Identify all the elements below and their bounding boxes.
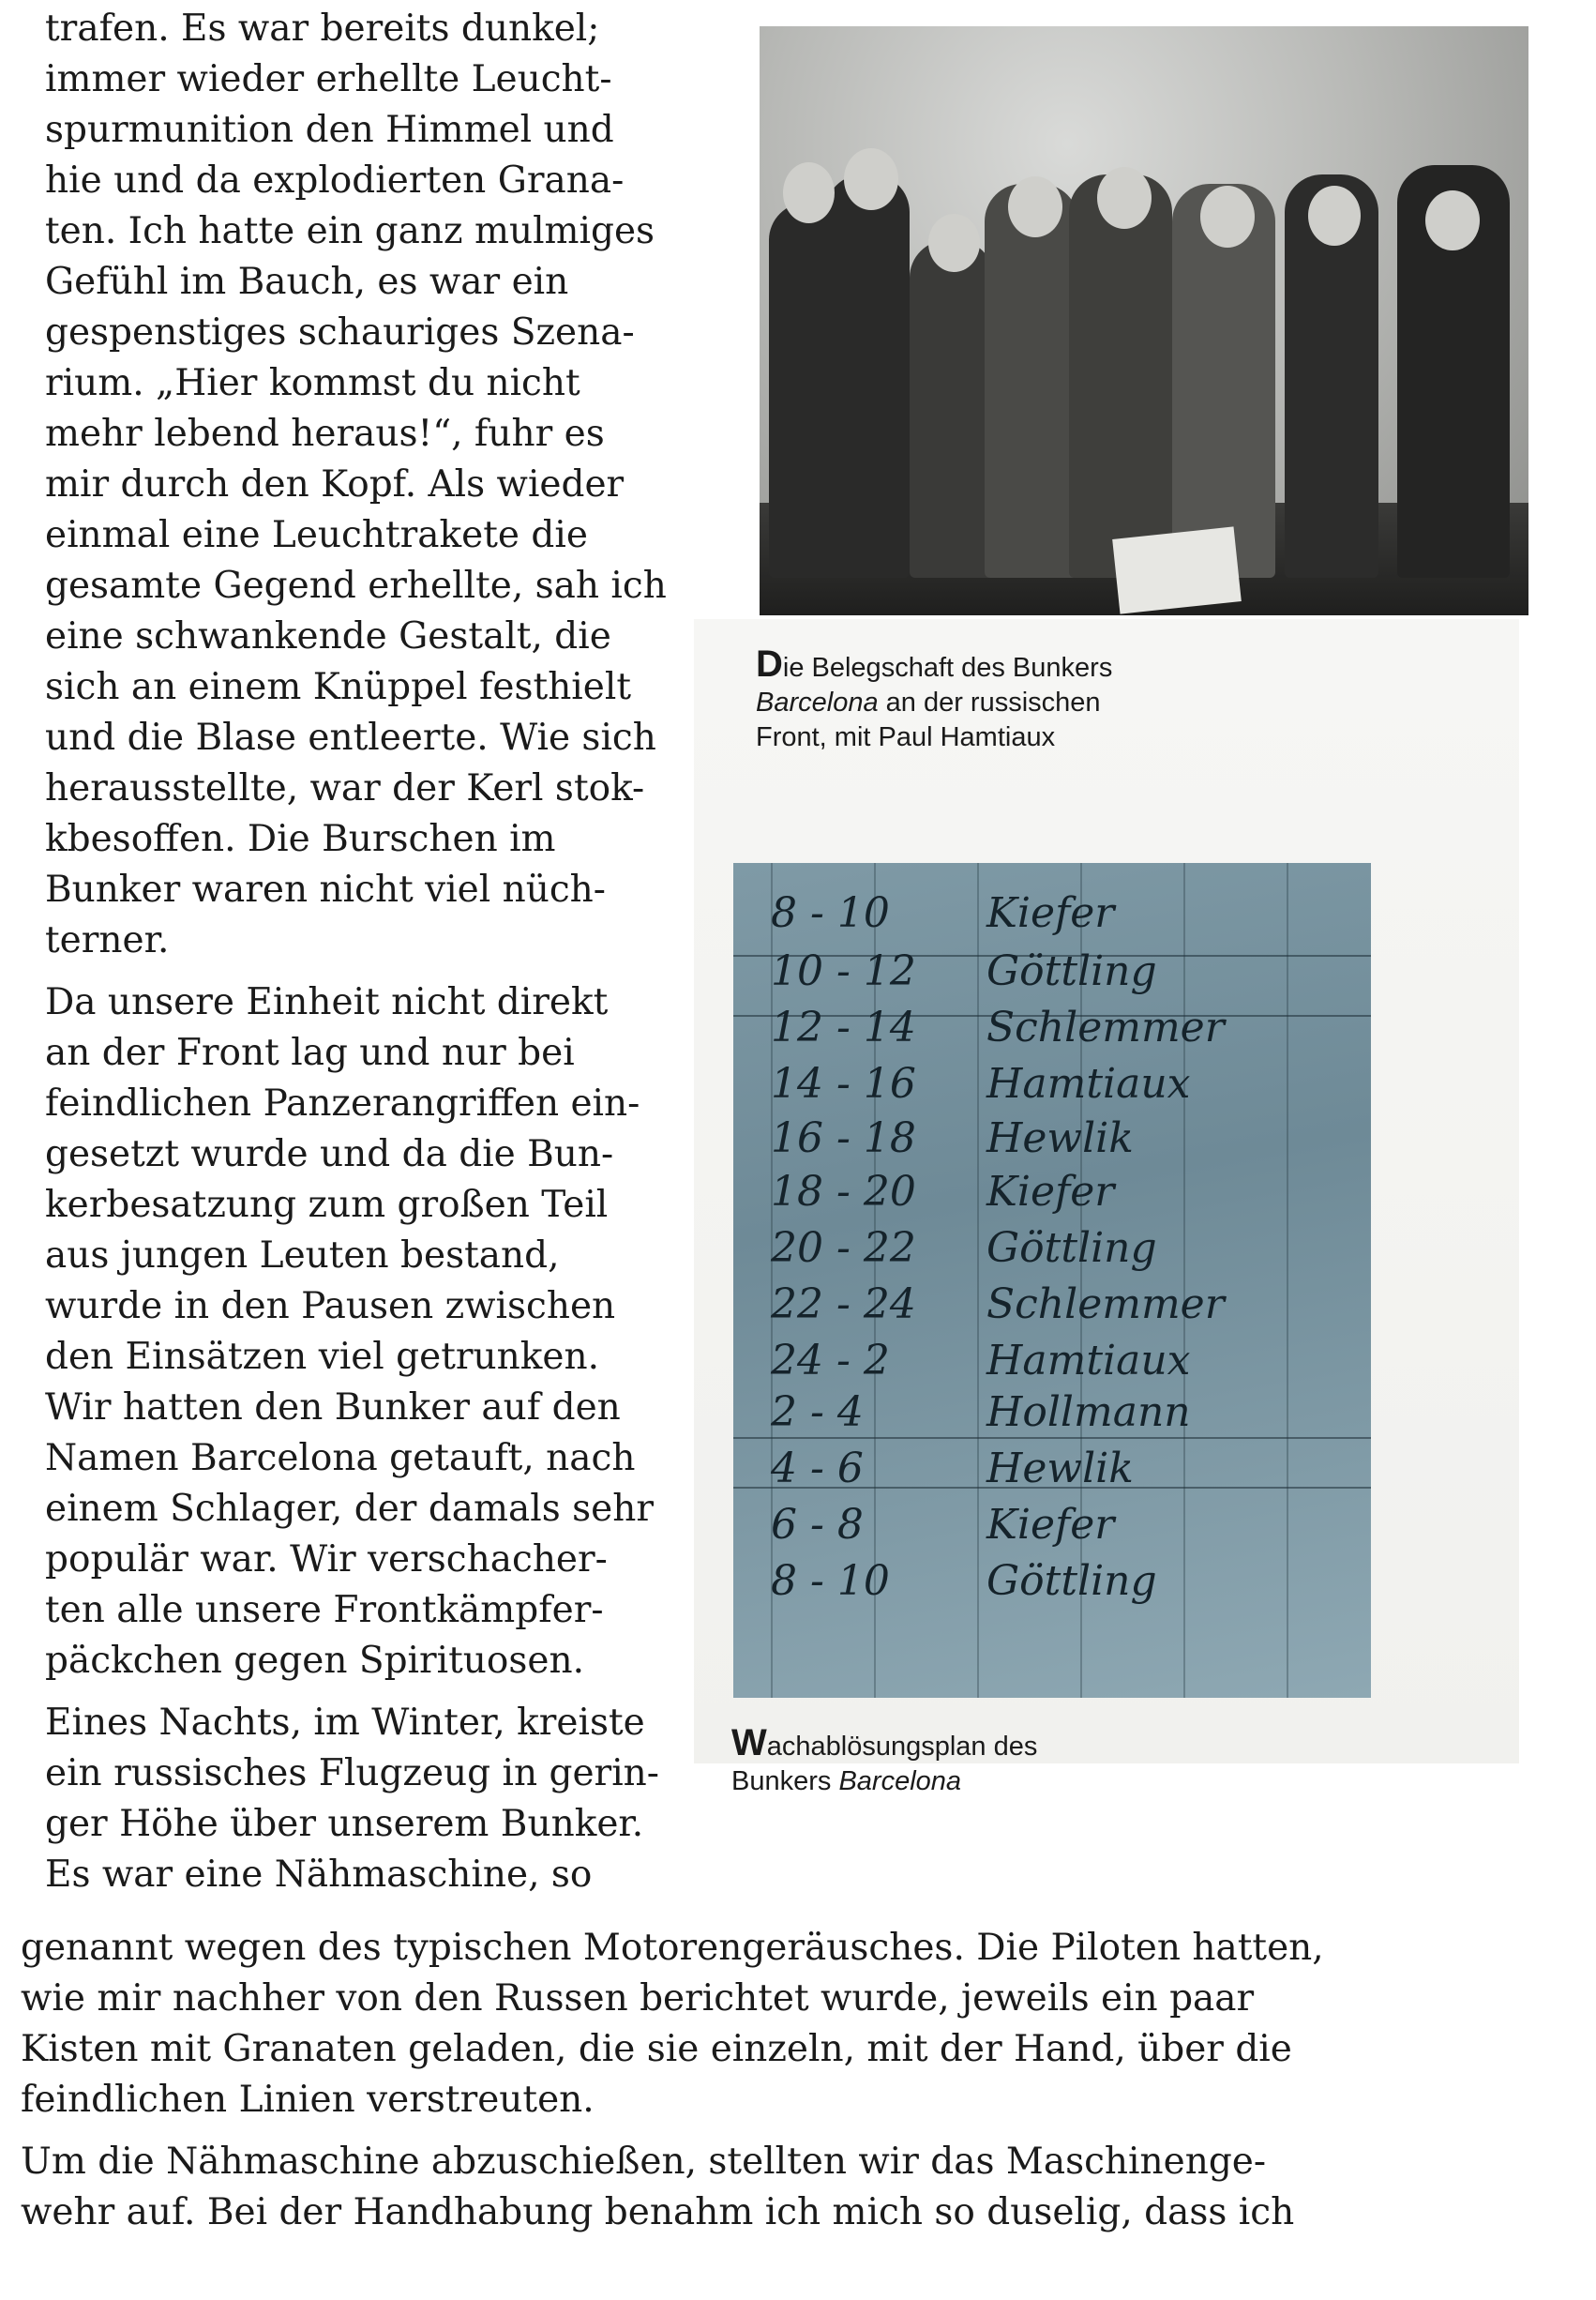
text-line: immer wieder erhellte Leucht- <box>45 58 612 100</box>
schedule-name: Kiefer <box>986 889 1115 937</box>
schedule-name: Hamtiaux <box>986 1060 1191 1108</box>
photo-head <box>783 162 835 223</box>
text-line: trafen. Es war bereits dunkel; <box>45 8 600 50</box>
schedule-name: Göttling <box>986 1557 1157 1605</box>
caption-text: Front, mit Paul Hamtiaux <box>756 722 1056 752</box>
text-line: päckchen gegen Spirituosen. <box>45 1640 585 1682</box>
text-line: mehr lebend heraus!“, fuhr es <box>45 413 605 455</box>
schedule-row <box>771 1445 1352 1492</box>
photo-head <box>844 148 898 210</box>
text-line: Es war eine Nähmaschine, so <box>45 1854 593 1896</box>
schedule-row <box>771 1280 1352 1328</box>
text-line: wie mir nachher von den Russen berichtet wurde, jeweils ein paar <box>21 1977 1255 2020</box>
full-width-text <box>21 1923 1352 2249</box>
schedule-caption <box>731 1722 1219 1799</box>
schedule-time: 6 - 8 <box>771 1501 864 1549</box>
text-line: feindlichen Linien verstreuten. <box>21 2079 595 2121</box>
text-line: wehr auf. Bei der Handhabung benahm ich mich so duselig, dass ich <box>21 2191 1295 2233</box>
caption-text: an der russischen <box>878 688 1101 718</box>
paragraph <box>45 977 671 1687</box>
schedule-row <box>771 1114 1352 1162</box>
schedule-time: 16 - 18 <box>771 1114 916 1162</box>
schedule-time: 8 - 10 <box>771 1557 890 1605</box>
text-line: gesamte Gegend erhellte, sah ich <box>45 565 667 607</box>
text-line: mir durch den Kopf. Als wieder <box>45 463 625 506</box>
schedule-name: Hewlik <box>986 1445 1134 1492</box>
schedule-rule <box>733 1437 1371 1439</box>
schedule-name: Hollmann <box>986 1388 1191 1436</box>
schedule-time: 18 - 20 <box>771 1168 916 1216</box>
text-line: Wir hatten den Bunker auf den <box>45 1386 621 1429</box>
text-line: ger Höhe über unserem Bunker. <box>45 1803 644 1845</box>
schedule-time: 8 - 10 <box>771 889 890 937</box>
photo-figure <box>910 240 994 578</box>
caption-initial: D <box>756 643 783 685</box>
schedule-row <box>771 1168 1352 1216</box>
text-line: ten. Ich hatte ein ganz mulmiges <box>45 210 655 252</box>
text-line: ein russisches Flugzeug in gerin- <box>45 1752 659 1794</box>
text-line: spurmunition den Himmel und <box>45 109 614 151</box>
text-line: Da unsere Einheit nicht direkt <box>45 981 609 1023</box>
schedule-name: Göttling <box>986 947 1157 995</box>
photo-sign <box>1112 526 1242 613</box>
photo-caption <box>756 643 1243 755</box>
text-line: wurde in den Pausen zwischen <box>45 1285 616 1327</box>
photo-figure <box>985 184 1078 578</box>
text-line: eine schwankende Gestalt, die <box>45 615 611 658</box>
text-line: Eines Nachts, im Winter, kreiste <box>45 1702 645 1744</box>
text-line: gespenstiges schauriges Szena- <box>45 311 635 354</box>
photo-figure <box>825 174 910 578</box>
text-line: kerbesatzung zum großen Teil <box>45 1184 609 1226</box>
schedule-row <box>771 1224 1352 1272</box>
paragraph <box>45 1698 671 1900</box>
text-line: einem Schlager, der damals sehr <box>45 1488 655 1530</box>
caption-italic: Barcelona <box>756 688 879 718</box>
photo-head <box>1308 186 1361 246</box>
text-line: Namen Barcelona getauft, nach <box>45 1437 636 1479</box>
schedule-name: Hamtiaux <box>986 1337 1191 1385</box>
photo-head <box>1425 190 1480 250</box>
text-line: ten alle unsere Frontkämpfer- <box>45 1589 604 1631</box>
schedule-row <box>771 1004 1352 1052</box>
text-line: kbesoffen. Die Burschen im <box>45 818 556 860</box>
watch-schedule-photo <box>733 863 1371 1698</box>
schedule-name: Schlemmer <box>986 1004 1225 1052</box>
schedule-row <box>771 1388 1352 1436</box>
schedule-row <box>771 947 1352 995</box>
schedule-time: 12 - 14 <box>771 1004 916 1052</box>
text-line: und die Blase entleerte. Wie sich <box>45 717 656 759</box>
photo-head <box>1008 176 1062 237</box>
schedule-name: Kiefer <box>986 1501 1115 1549</box>
text-line: aus jungen Leuten bestand, <box>45 1234 560 1277</box>
left-column-text <box>45 4 671 1912</box>
caption-text: ie Belegschaft des Bunkers <box>782 653 1113 683</box>
text-line: Kisten mit Granaten geladen, die sie einzeln, mit der Hand, über die <box>21 2028 1292 2070</box>
photo-head <box>928 214 980 272</box>
text-line: sich an einem Knüppel festhielt <box>45 666 632 708</box>
schedule-time: 10 - 12 <box>771 947 916 995</box>
text-line: einmal eine Leuchtrakete die <box>45 514 588 556</box>
schedule-time: 2 - 4 <box>771 1388 864 1436</box>
schedule-name: Kiefer <box>986 1168 1115 1216</box>
paragraph <box>45 4 671 966</box>
text-line: populär war. Wir verschacher- <box>45 1538 608 1581</box>
schedule-row <box>771 1337 1352 1385</box>
schedule-time: 22 - 24 <box>771 1280 916 1328</box>
caption-text: Bunkers <box>731 1766 839 1796</box>
text-line: Um die Nähmaschine abzuschießen, stellten wir das Maschinenge- <box>21 2141 1267 2183</box>
photo-figure <box>1069 174 1172 578</box>
schedule-name: Göttling <box>986 1224 1157 1272</box>
bunker-crew-photo <box>760 26 1528 615</box>
schedule-row <box>771 889 1352 937</box>
text-line: rium. „Hier kommst du nicht <box>45 362 580 404</box>
text-line: terner. <box>45 919 170 961</box>
text-line: herausstellte, war der Kerl stok- <box>45 767 645 810</box>
text-line: genannt wegen des typischen Motorengeräusches. Die Piloten hatten, <box>21 1927 1324 1969</box>
text-line: gesetzt wurde und da die Bun- <box>45 1133 614 1175</box>
schedule-row <box>771 1557 1352 1605</box>
caption-text: achablösungsplan des <box>766 1732 1038 1762</box>
schedule-time: 4 - 6 <box>771 1445 864 1492</box>
paragraph <box>21 2137 1352 2238</box>
caption-italic: Barcelona <box>838 1766 962 1796</box>
text-line: hie und da explodierten Grana- <box>45 159 625 202</box>
schedule-time: 20 - 22 <box>771 1224 916 1272</box>
schedule-row <box>771 1501 1352 1549</box>
caption-initial: W <box>731 1722 767 1763</box>
schedule-row <box>771 1060 1352 1108</box>
text-line: Bunker waren nicht viel nüch- <box>45 869 606 911</box>
photo-head <box>1200 186 1255 248</box>
paragraph <box>21 1923 1352 2126</box>
text-line: den Einsätzen viel getrunken. <box>45 1336 599 1378</box>
text-line: Gefühl im Bauch, es war ein <box>45 261 569 303</box>
schedule-name: Schlemmer <box>986 1280 1225 1328</box>
schedule-time: 24 - 2 <box>771 1337 890 1385</box>
schedule-time: 14 - 16 <box>771 1060 916 1108</box>
schedule-name: Hewlik <box>986 1114 1134 1162</box>
photo-head <box>1097 167 1152 229</box>
text-line: an der Front lag und nur bei <box>45 1032 575 1074</box>
text-line: feindlichen Panzerangriffen ein- <box>45 1082 640 1125</box>
